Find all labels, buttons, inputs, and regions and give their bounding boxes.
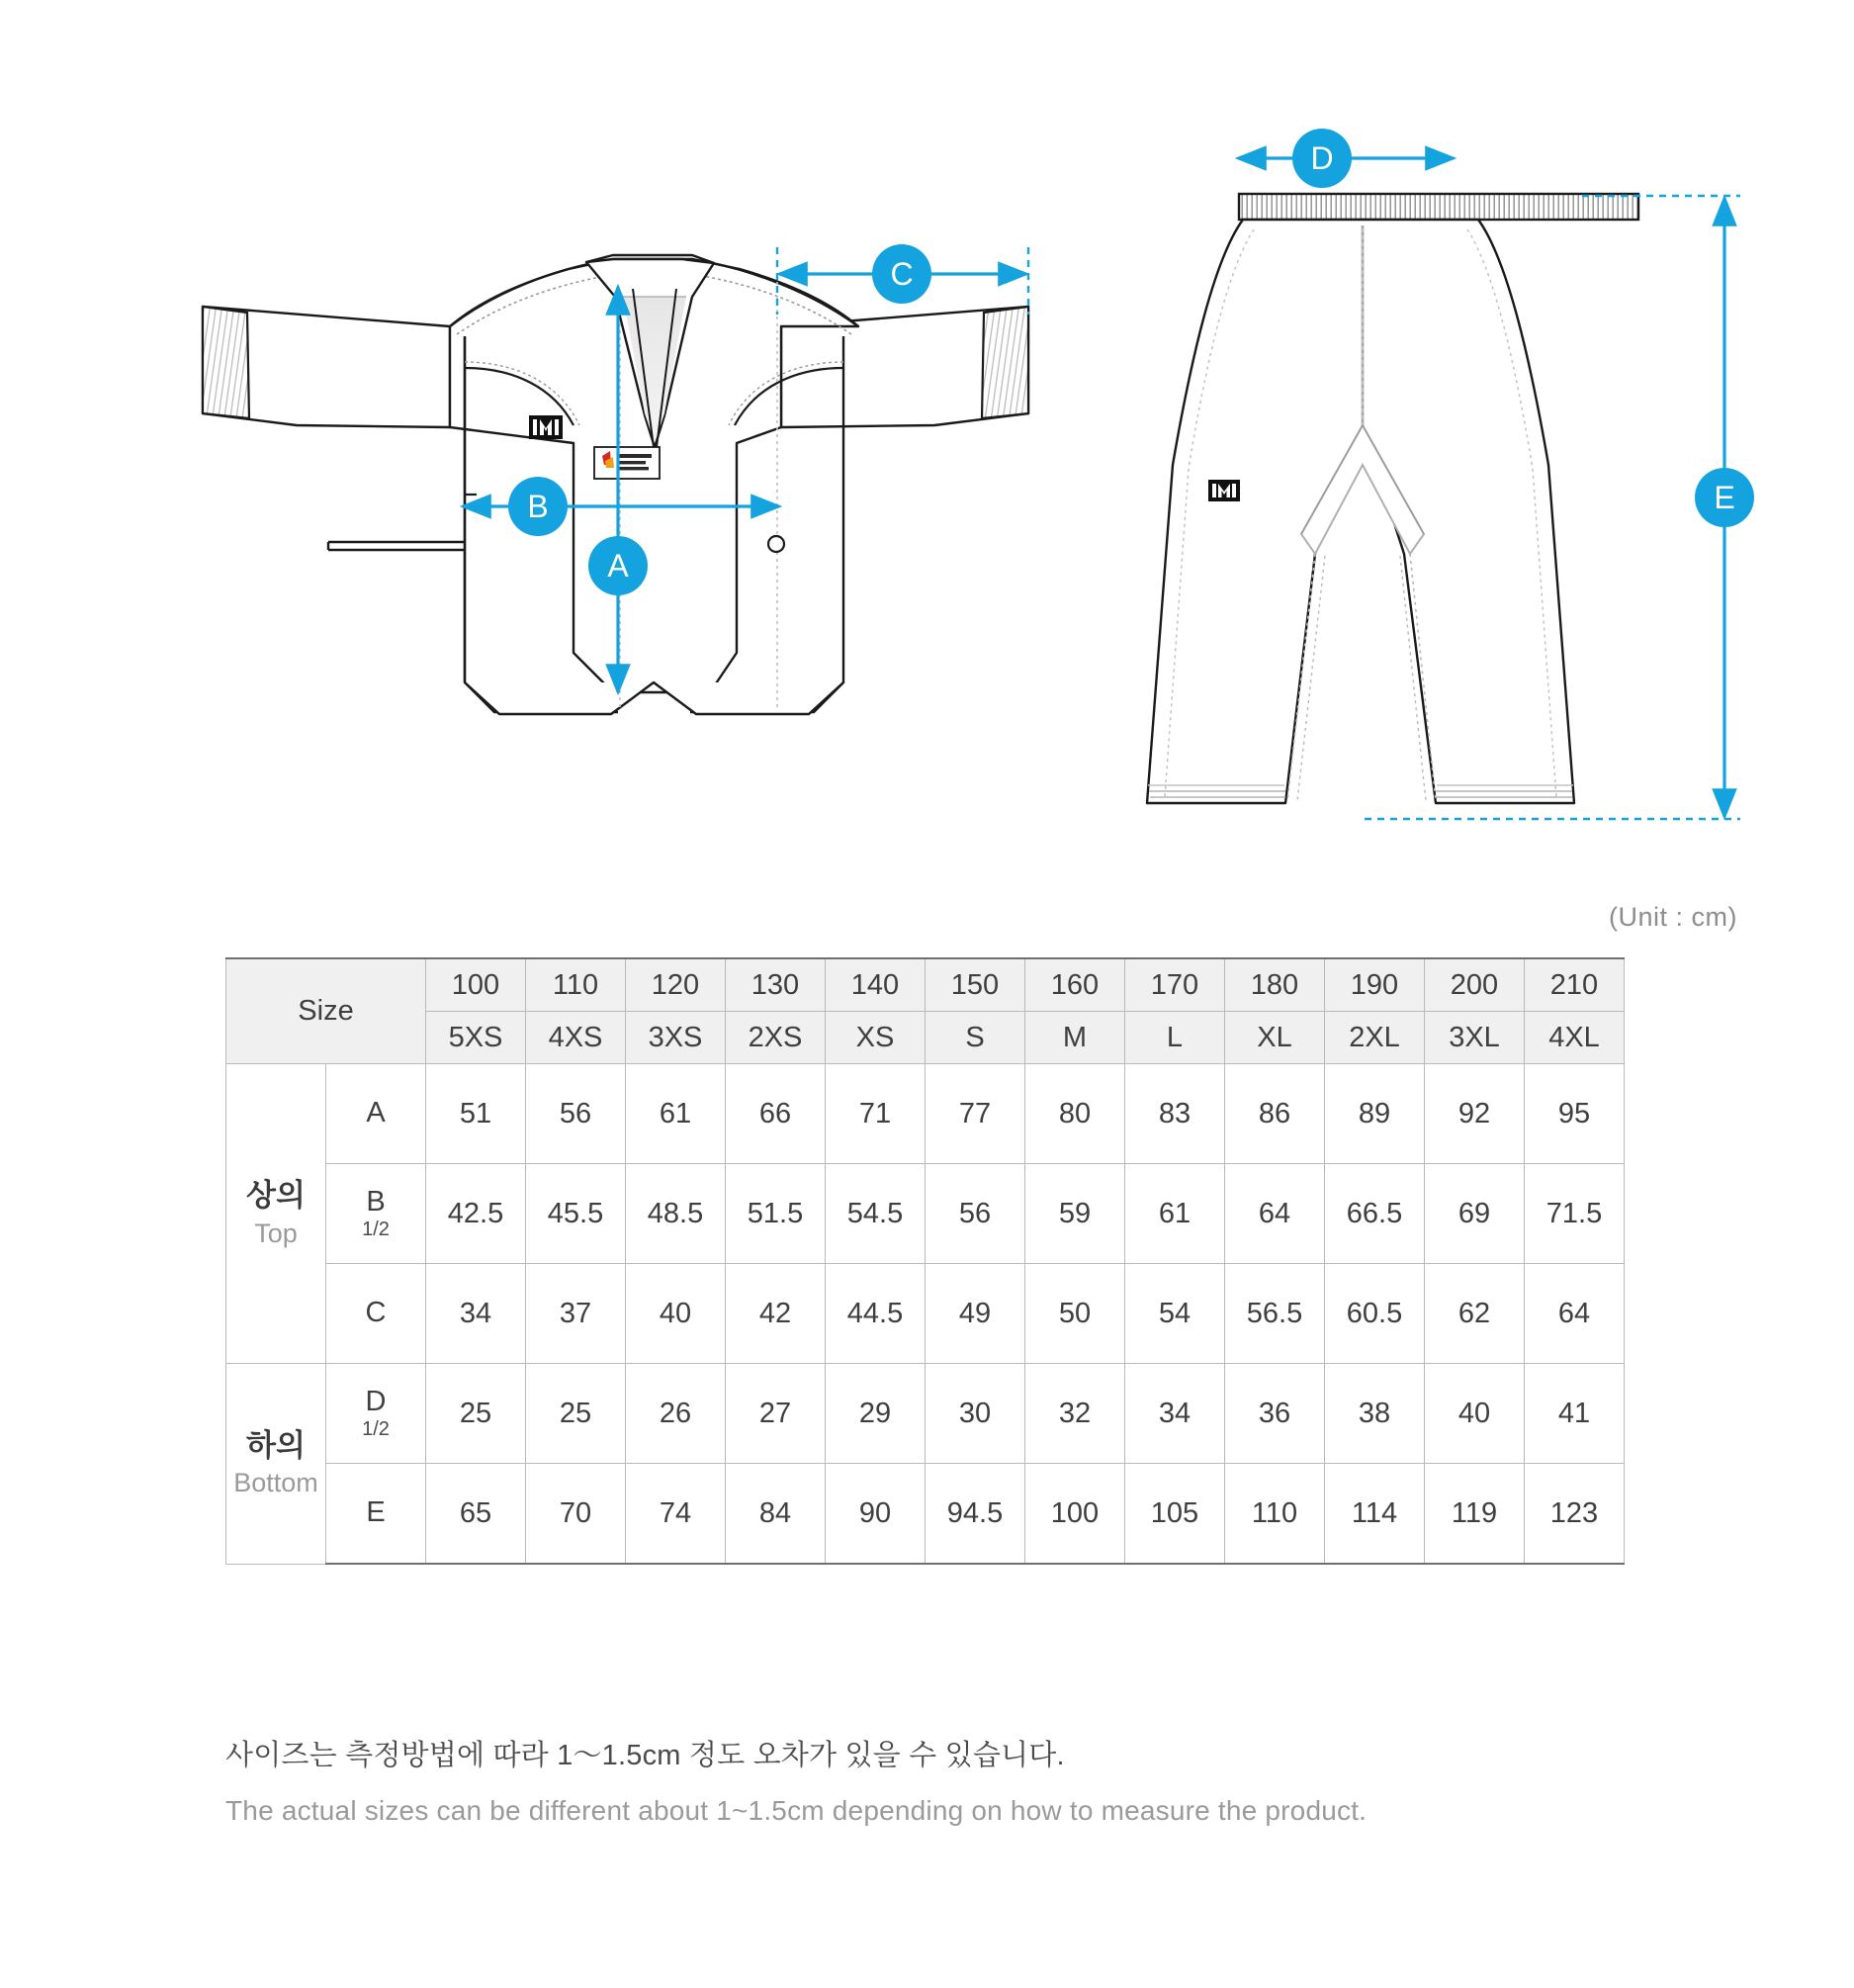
- measurement-value: 71: [826, 1064, 926, 1164]
- column-header-numeric: 200: [1425, 958, 1525, 1012]
- column-header-letter: L: [1125, 1012, 1225, 1064]
- measurement-value: 80: [1025, 1064, 1125, 1164]
- marker-D: [1238, 129, 1454, 188]
- measurement-value: 83: [1125, 1064, 1225, 1164]
- measurement-value: 51: [426, 1064, 526, 1164]
- wt-approved-label: [594, 447, 660, 479]
- note-english: The actual sizes can be different about 1~1.5cm depending on how to measure the product.: [225, 1795, 1368, 1826]
- measurement-code-cell: [326, 1264, 426, 1364]
- measurement-code-cell: [326, 1364, 426, 1464]
- group-label-kr: 하의: [246, 1427, 306, 1463]
- measurement-value: 36: [1225, 1364, 1325, 1464]
- column-header-letter: 4XL: [1525, 1012, 1625, 1064]
- measurement-value: 60.5: [1325, 1264, 1425, 1364]
- note-korean: 사이즈는 측정방법에 따라 1～1.5cm 정도 오차가 있을 수 있습니다.: [225, 1740, 1065, 1771]
- column-header-letter: 3XS: [626, 1012, 726, 1064]
- size-table-container: [225, 957, 1625, 1565]
- measurement-value: 44.5: [826, 1264, 926, 1364]
- measurement-value: 65: [426, 1464, 526, 1565]
- svg-text:B: B: [527, 489, 549, 524]
- measurement-code: C: [365, 1297, 387, 1329]
- measurement-value: 34: [1125, 1364, 1225, 1464]
- measurement-value: 110: [1225, 1464, 1325, 1565]
- measurement-value: 66.5: [1325, 1164, 1425, 1264]
- measurement-value: 89: [1325, 1064, 1425, 1164]
- measurement-value: 38: [1325, 1364, 1425, 1464]
- measurement-code: E: [366, 1496, 386, 1529]
- measurement-value: 123: [1525, 1464, 1625, 1565]
- measurement-value: 61: [626, 1064, 726, 1164]
- column-header-letter: 3XL: [1425, 1012, 1525, 1064]
- jacket-illustration: [203, 244, 1028, 714]
- column-header-numeric: 150: [926, 958, 1025, 1012]
- measurement-value: 42.5: [426, 1164, 526, 1264]
- column-header-letter: 2XS: [726, 1012, 826, 1064]
- measurement-value: 66: [726, 1064, 826, 1164]
- measurement-value: 64: [1525, 1264, 1625, 1364]
- measurement-code-cell: [326, 1464, 426, 1565]
- measurement-value: 71.5: [1525, 1164, 1625, 1264]
- table-header-row-letter: [226, 1012, 1625, 1064]
- measurement-value: 64: [1225, 1164, 1325, 1264]
- column-header-letter: XL: [1225, 1012, 1325, 1064]
- measurement-code: A: [366, 1097, 386, 1130]
- measurement-value: 51.5: [726, 1164, 826, 1264]
- column-header-numeric: 140: [826, 958, 926, 1012]
- group-label-en: Top: [254, 1218, 298, 1248]
- measurement-value: 62: [1425, 1264, 1525, 1364]
- table-row: [226, 1064, 1625, 1164]
- pants-illustration: [1147, 129, 1754, 819]
- column-header-numeric: 170: [1125, 958, 1225, 1012]
- measurement-value: 56: [526, 1064, 626, 1164]
- column-header-numeric: 190: [1325, 958, 1425, 1012]
- table-header-row-numeric: [226, 958, 1625, 1012]
- measurement-value: 27: [726, 1364, 826, 1464]
- measurement-code: D: [365, 1385, 387, 1417]
- measurement-code-cell: [326, 1164, 426, 1264]
- measurement-code-cell: [326, 1064, 426, 1164]
- column-header-letter: 2XL: [1325, 1012, 1425, 1064]
- column-header-numeric: 160: [1025, 958, 1125, 1012]
- measurement-value: 25: [526, 1364, 626, 1464]
- column-header-letter: S: [926, 1012, 1025, 1064]
- measurement-code-sub: 1/2: [362, 1418, 390, 1441]
- measurement-value: 37: [526, 1264, 626, 1364]
- table-row: [226, 1164, 1625, 1264]
- column-header-letter: XS: [826, 1012, 926, 1064]
- unit-note: (Unit : cm): [1609, 902, 1737, 932]
- column-header-letter: M: [1025, 1012, 1125, 1064]
- measurement-value: 70: [526, 1464, 626, 1565]
- measurement-value: 61: [1125, 1164, 1225, 1264]
- svg-text:E: E: [1714, 480, 1735, 515]
- measurement-value: 77: [926, 1064, 1025, 1164]
- measurement-value: 54.5: [826, 1164, 926, 1264]
- svg-text:C: C: [890, 256, 914, 292]
- garment-illustrations: [0, 0, 1854, 870]
- table-row: [226, 1464, 1625, 1565]
- column-header-numeric: 100: [426, 958, 526, 1012]
- column-header-numeric: 210: [1525, 958, 1625, 1012]
- size-table: [225, 957, 1625, 1565]
- mooto-logo: [529, 415, 563, 439]
- group-label-cell: [226, 1064, 326, 1364]
- measurement-value: 40: [1425, 1364, 1525, 1464]
- measurement-code: B: [366, 1185, 386, 1218]
- mooto-logo-pants: [1208, 480, 1240, 501]
- group-label-en: Bottom: [233, 1468, 318, 1498]
- measurement-value: 32: [1025, 1364, 1125, 1464]
- measurement-value: 30: [926, 1364, 1025, 1464]
- measurement-value: 56.5: [1225, 1264, 1325, 1364]
- measurement-value: 54: [1125, 1264, 1225, 1364]
- column-header-numeric: 110: [526, 958, 626, 1012]
- group-label-cell: [226, 1364, 326, 1565]
- measurement-value: 50: [1025, 1264, 1125, 1364]
- group-label-kr: 상의: [246, 1177, 306, 1213]
- measurement-value: 86: [1225, 1064, 1325, 1164]
- footnotes: [225, 1733, 1610, 1827]
- column-header-letter: 4XS: [526, 1012, 626, 1064]
- measurement-value: 29: [826, 1364, 926, 1464]
- measurement-value: 42: [726, 1264, 826, 1364]
- measurement-value: 26: [626, 1364, 726, 1464]
- measurement-value: 48.5: [626, 1164, 726, 1264]
- svg-text:A: A: [607, 548, 629, 584]
- measurement-value: 41: [1525, 1364, 1625, 1464]
- size-header-label: Size: [226, 958, 426, 1064]
- measurement-value: 95: [1525, 1064, 1625, 1164]
- measurement-value: 56: [926, 1164, 1025, 1264]
- measurement-value: 100: [1025, 1464, 1125, 1565]
- measurement-value: 74: [626, 1464, 726, 1565]
- measurement-value: 92: [1425, 1064, 1525, 1164]
- measurement-value: 45.5: [526, 1164, 626, 1264]
- svg-text:D: D: [1310, 140, 1334, 176]
- column-header-numeric: 120: [626, 958, 726, 1012]
- measurement-value: 119: [1425, 1464, 1525, 1565]
- measurement-value: 34: [426, 1264, 526, 1364]
- measurement-value: 25: [426, 1364, 526, 1464]
- measurement-value: 40: [626, 1264, 726, 1364]
- measurement-value: 114: [1325, 1464, 1425, 1565]
- measurement-code-sub: 1/2: [362, 1219, 390, 1241]
- column-header-letter: 5XS: [426, 1012, 526, 1064]
- column-header-numeric: 180: [1225, 958, 1325, 1012]
- table-row: [226, 1364, 1625, 1464]
- measurement-value: 84: [726, 1464, 826, 1565]
- measurement-value: 94.5: [926, 1464, 1025, 1565]
- measurement-value: 105: [1125, 1464, 1225, 1565]
- measurement-value: 90: [826, 1464, 926, 1565]
- measurement-value: 59: [1025, 1164, 1125, 1264]
- measurement-value: 49: [926, 1264, 1025, 1364]
- measurement-value: 69: [1425, 1164, 1525, 1264]
- column-header-numeric: 130: [726, 958, 826, 1012]
- table-row: [226, 1264, 1625, 1364]
